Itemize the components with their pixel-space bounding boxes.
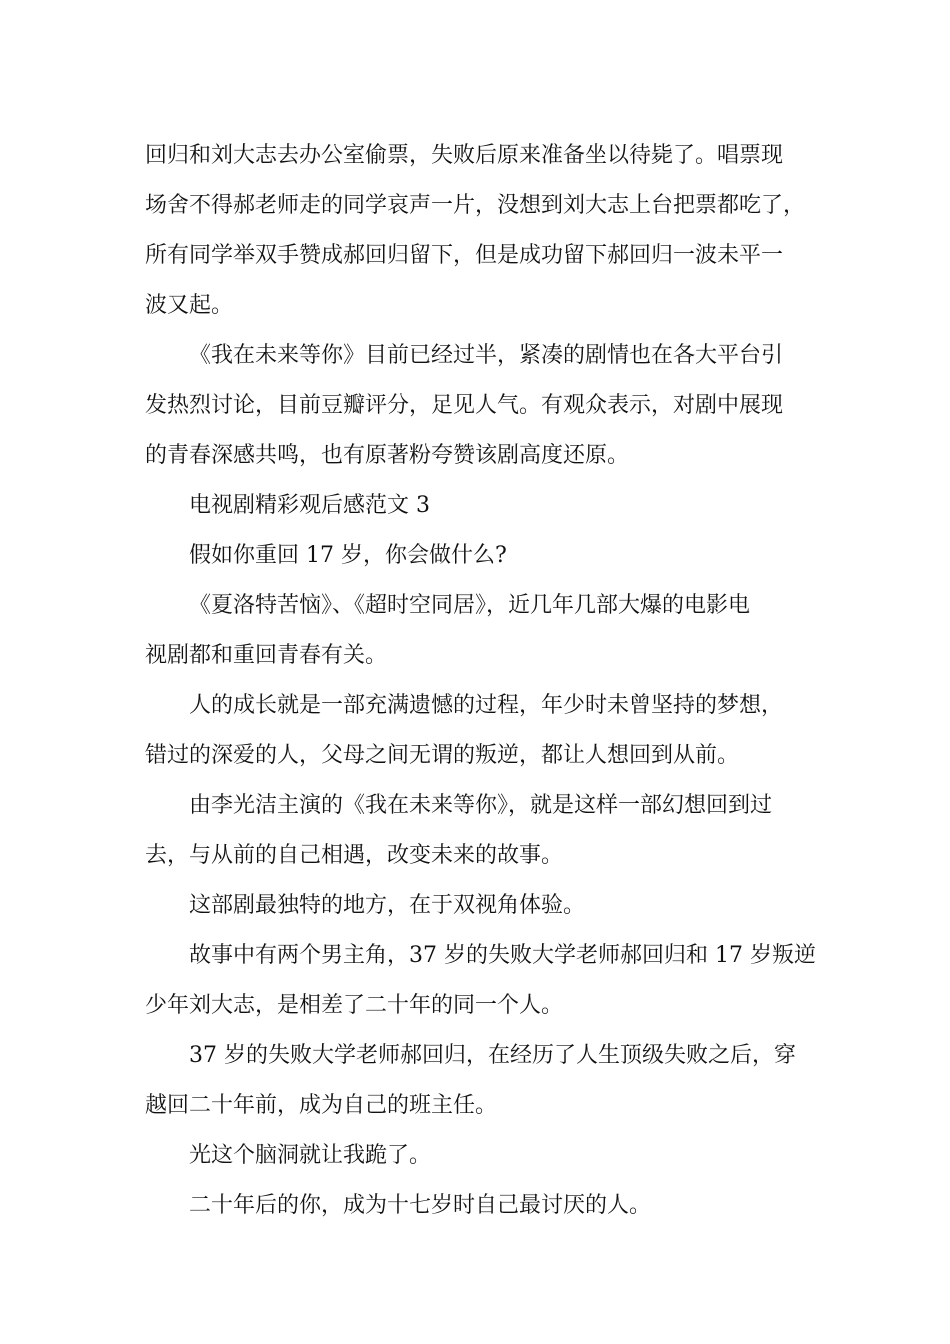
text-line: 少年刘大志，是相差了二十年的同一个人。 [145, 993, 564, 1018]
text-line: 《我在未来等你》目前已经过半，紧凑的剧情也在各大平台引 [189, 343, 784, 368]
paragraph [145, 681, 815, 781]
paragraph [145, 131, 815, 331]
text-line: 37 岁的失败大学老师郝回归，在经历了人生顶级失败之后，穿 [189, 1043, 796, 1068]
text-line: 波又起。 [145, 293, 234, 318]
text-line: 回归和刘大志去办公室偷票，失败后原来准备坐以待毙了。唱票现 [145, 143, 784, 168]
text-line: 假如你重回 17 岁，你会做什么? [189, 543, 507, 568]
text-line: 《夏洛特苦恼》、《超时空同居》，近几年几部大爆的电影电 [189, 593, 751, 618]
text-line: 错过的深爱的人，父母之间无谓的叛逆，都让人想回到从前。 [145, 743, 740, 768]
text-line: 二十年后的你，成为十七岁时自己最讨厌的人。 [189, 1193, 652, 1218]
text-line: 的青春深感共鸣，也有原著粉夸赞该剧高度还原。 [145, 443, 630, 468]
paragraph [145, 1181, 815, 1231]
paragraph [145, 931, 815, 1031]
text-line: 场舍不得郝老师走的同学哀声一片，没想到刘大志上台把票都吃了， [145, 193, 806, 218]
paragraph [145, 781, 815, 881]
paragraph [145, 1031, 815, 1131]
text-line: 这部剧最独特的地方，在于双视角体验。 [189, 893, 586, 918]
text-line: 光这个脑洞就让我跪了。 [189, 1143, 432, 1168]
text-line: 电视剧精彩观后感范文 3 [189, 493, 430, 518]
text-line: 故事中有两个男主角，37 岁的失败大学老师郝回归和 17 岁叛逆 [189, 943, 816, 968]
paragraph [145, 531, 815, 581]
text-line: 去，与从前的自己相遇，改变未来的故事。 [145, 843, 564, 868]
paragraph [145, 881, 815, 931]
text-line: 由李光洁主演的《我在未来等你》，就是这样一部幻想回到过 [189, 793, 773, 818]
text-line: 视剧都和重回青春有关。 [145, 643, 388, 668]
paragraph [145, 581, 815, 681]
text-line: 所有同学举双手赞成郝回归留下，但是成功留下郝回归一波未平一 [145, 243, 784, 268]
body-text [145, 131, 815, 1231]
paragraph [145, 1131, 815, 1181]
text-line: 发热烈讨论，目前豆瓣评分，足见人气。有观众表示，对剧中展现 [145, 393, 784, 418]
text-line: 人的成长就是一部充满遗憾的过程，年少时未曾坚持的梦想， [189, 693, 784, 718]
section-heading [145, 481, 815, 531]
text-line: 越回二十年前，成为自己的班主任。 [145, 1093, 498, 1118]
paragraph [145, 331, 815, 481]
